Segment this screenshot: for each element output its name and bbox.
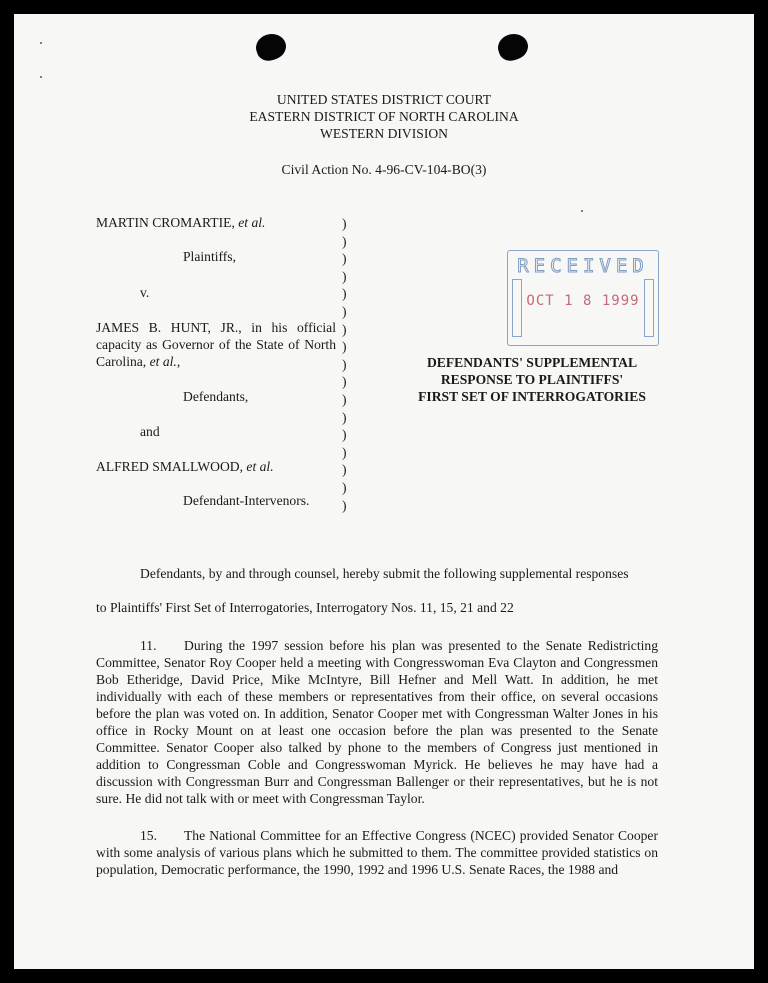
caption-paren: ) — [342, 444, 347, 460]
document-page — [14, 14, 754, 969]
title-line-2: RESPONSE TO PLAINTIFFS' — [440, 372, 624, 387]
caption-paren: ) — [342, 321, 347, 337]
caption-paren: ) — [342, 374, 347, 390]
interrogatory-15 — [96, 827, 658, 878]
interrogatory-11-number: 11. — [140, 638, 157, 653]
court-district: EASTERN DISTRICT OF NORTH CAROLINA — [249, 109, 519, 124]
intervenors-label: Defendant-Intervenors. — [183, 493, 310, 508]
punch-hole-right — [495, 30, 532, 64]
punch-hole-left — [253, 30, 290, 64]
title-line-3: FIRST SET OF INTERROGATORIES — [418, 389, 646, 404]
caption-paren: ) — [342, 303, 347, 319]
caption-paren: ) — [342, 268, 347, 284]
plaintiff-et-al: et al. — [238, 215, 266, 230]
interrogatory-11 — [96, 637, 658, 807]
caption-paren: ) — [342, 497, 347, 513]
plaintiff-name-text: MARTIN CROMARTIE, — [96, 215, 235, 230]
caption-paren: ) — [342, 391, 347, 407]
scan-speck — [581, 210, 583, 212]
intervenor-et-al: et al. — [246, 459, 274, 474]
caption-paren: ) — [342, 356, 347, 372]
plaintiffs-label: Plaintiffs, — [183, 249, 236, 264]
plaintiff-name — [96, 214, 265, 231]
caption-paren: ) — [342, 216, 347, 231]
interrogatory-11-text: During the 1997 session before his plan was presented to the Senate Redistricting Committee, Senator Roy Cooper held a meeting with Congresswoman Eva Clayton and Congressmen Bob Etheridge, David Price, Mike McIntyre, Bill Hefner and Mell Watt. In addition, he met individually with each of these members or representatives from their office, on several occasions before the plan was voted on. In addition, Senator Cooper met with Congressman Walter Jones in his office in Rocky Mount on at least one occasion before the plan was presented to the Senate Committee. Senator Cooper also talked by phone to the members of Congress just mentioned in addition to Congressman Coble and Congresswoman Myrick. He believes he may have had a discussion with Congressman Burr and Congressman Ballenger or their representatives, but he is not sure. He did not talk with or meet with Congressman Taylor. — [96, 638, 658, 806]
defendant-et-al: et al. — [149, 354, 177, 369]
scan-speck — [40, 76, 42, 78]
received-stamp-word: RECEIVED — [517, 255, 649, 277]
caption-paren: ) — [342, 233, 347, 249]
civil-action-number: Civil Action No. 4-96-CV-104-BO(3) — [281, 162, 487, 177]
interrogatory-15-number: 15. — [140, 828, 157, 843]
intro-line-1: Defendants, by and through counsel, hereby submit the following supplemental responses — [140, 566, 629, 581]
document-title — [382, 354, 682, 405]
caption-parenthesis-column — [342, 215, 347, 514]
scan-speck — [40, 42, 42, 44]
caption-paren: ) — [342, 462, 347, 478]
defendant-name: JAMES B. HUNT, JR., in his official capacity as Governor of the State of North Carolina, et al., — [96, 320, 336, 369]
received-stamp — [507, 250, 659, 346]
caption-paren: ) — [342, 409, 347, 425]
defendants-label: Defendants, — [183, 389, 249, 404]
intervenor-name-text: ALFRED SMALLWOOD, — [96, 459, 244, 474]
and-label: and — [140, 424, 160, 439]
defendant-text: JAMES B. HUNT, JR., in his official capacity as Governor of the State of North Carolina, — [96, 320, 336, 369]
intervenor-name — [96, 458, 274, 475]
caption-paren: ) — [342, 339, 347, 355]
caption-paren: ) — [342, 251, 347, 267]
versus-label: v. — [140, 285, 150, 300]
caption-paren: ) — [342, 286, 347, 302]
intro-line-2: to Plaintiffs' First Set of Interrogatories, Interrogatory Nos. 11, 15, 21 and 22 — [96, 600, 514, 615]
caption-paren: ) — [342, 427, 347, 443]
court-division: WESTERN DIVISION — [320, 126, 448, 141]
received-stamp-date: OCT 1 8 1999 — [526, 293, 640, 309]
interrogatory-15-text: The National Committee for an Effective Congress (NCEC) provided Senator Cooper with some analysis of various plans which he submitted to them. The committee provided statistics on population, Democratic performance, the 1990, 1992 and 1996 U.S. Senate Races, the 1988 and — [96, 828, 658, 877]
caption-paren: ) — [342, 479, 347, 495]
title-line-1: DEFENDANTS' SUPPLEMENTAL — [426, 355, 638, 370]
court-name: UNITED STATES DISTRICT COURT — [276, 92, 492, 107]
